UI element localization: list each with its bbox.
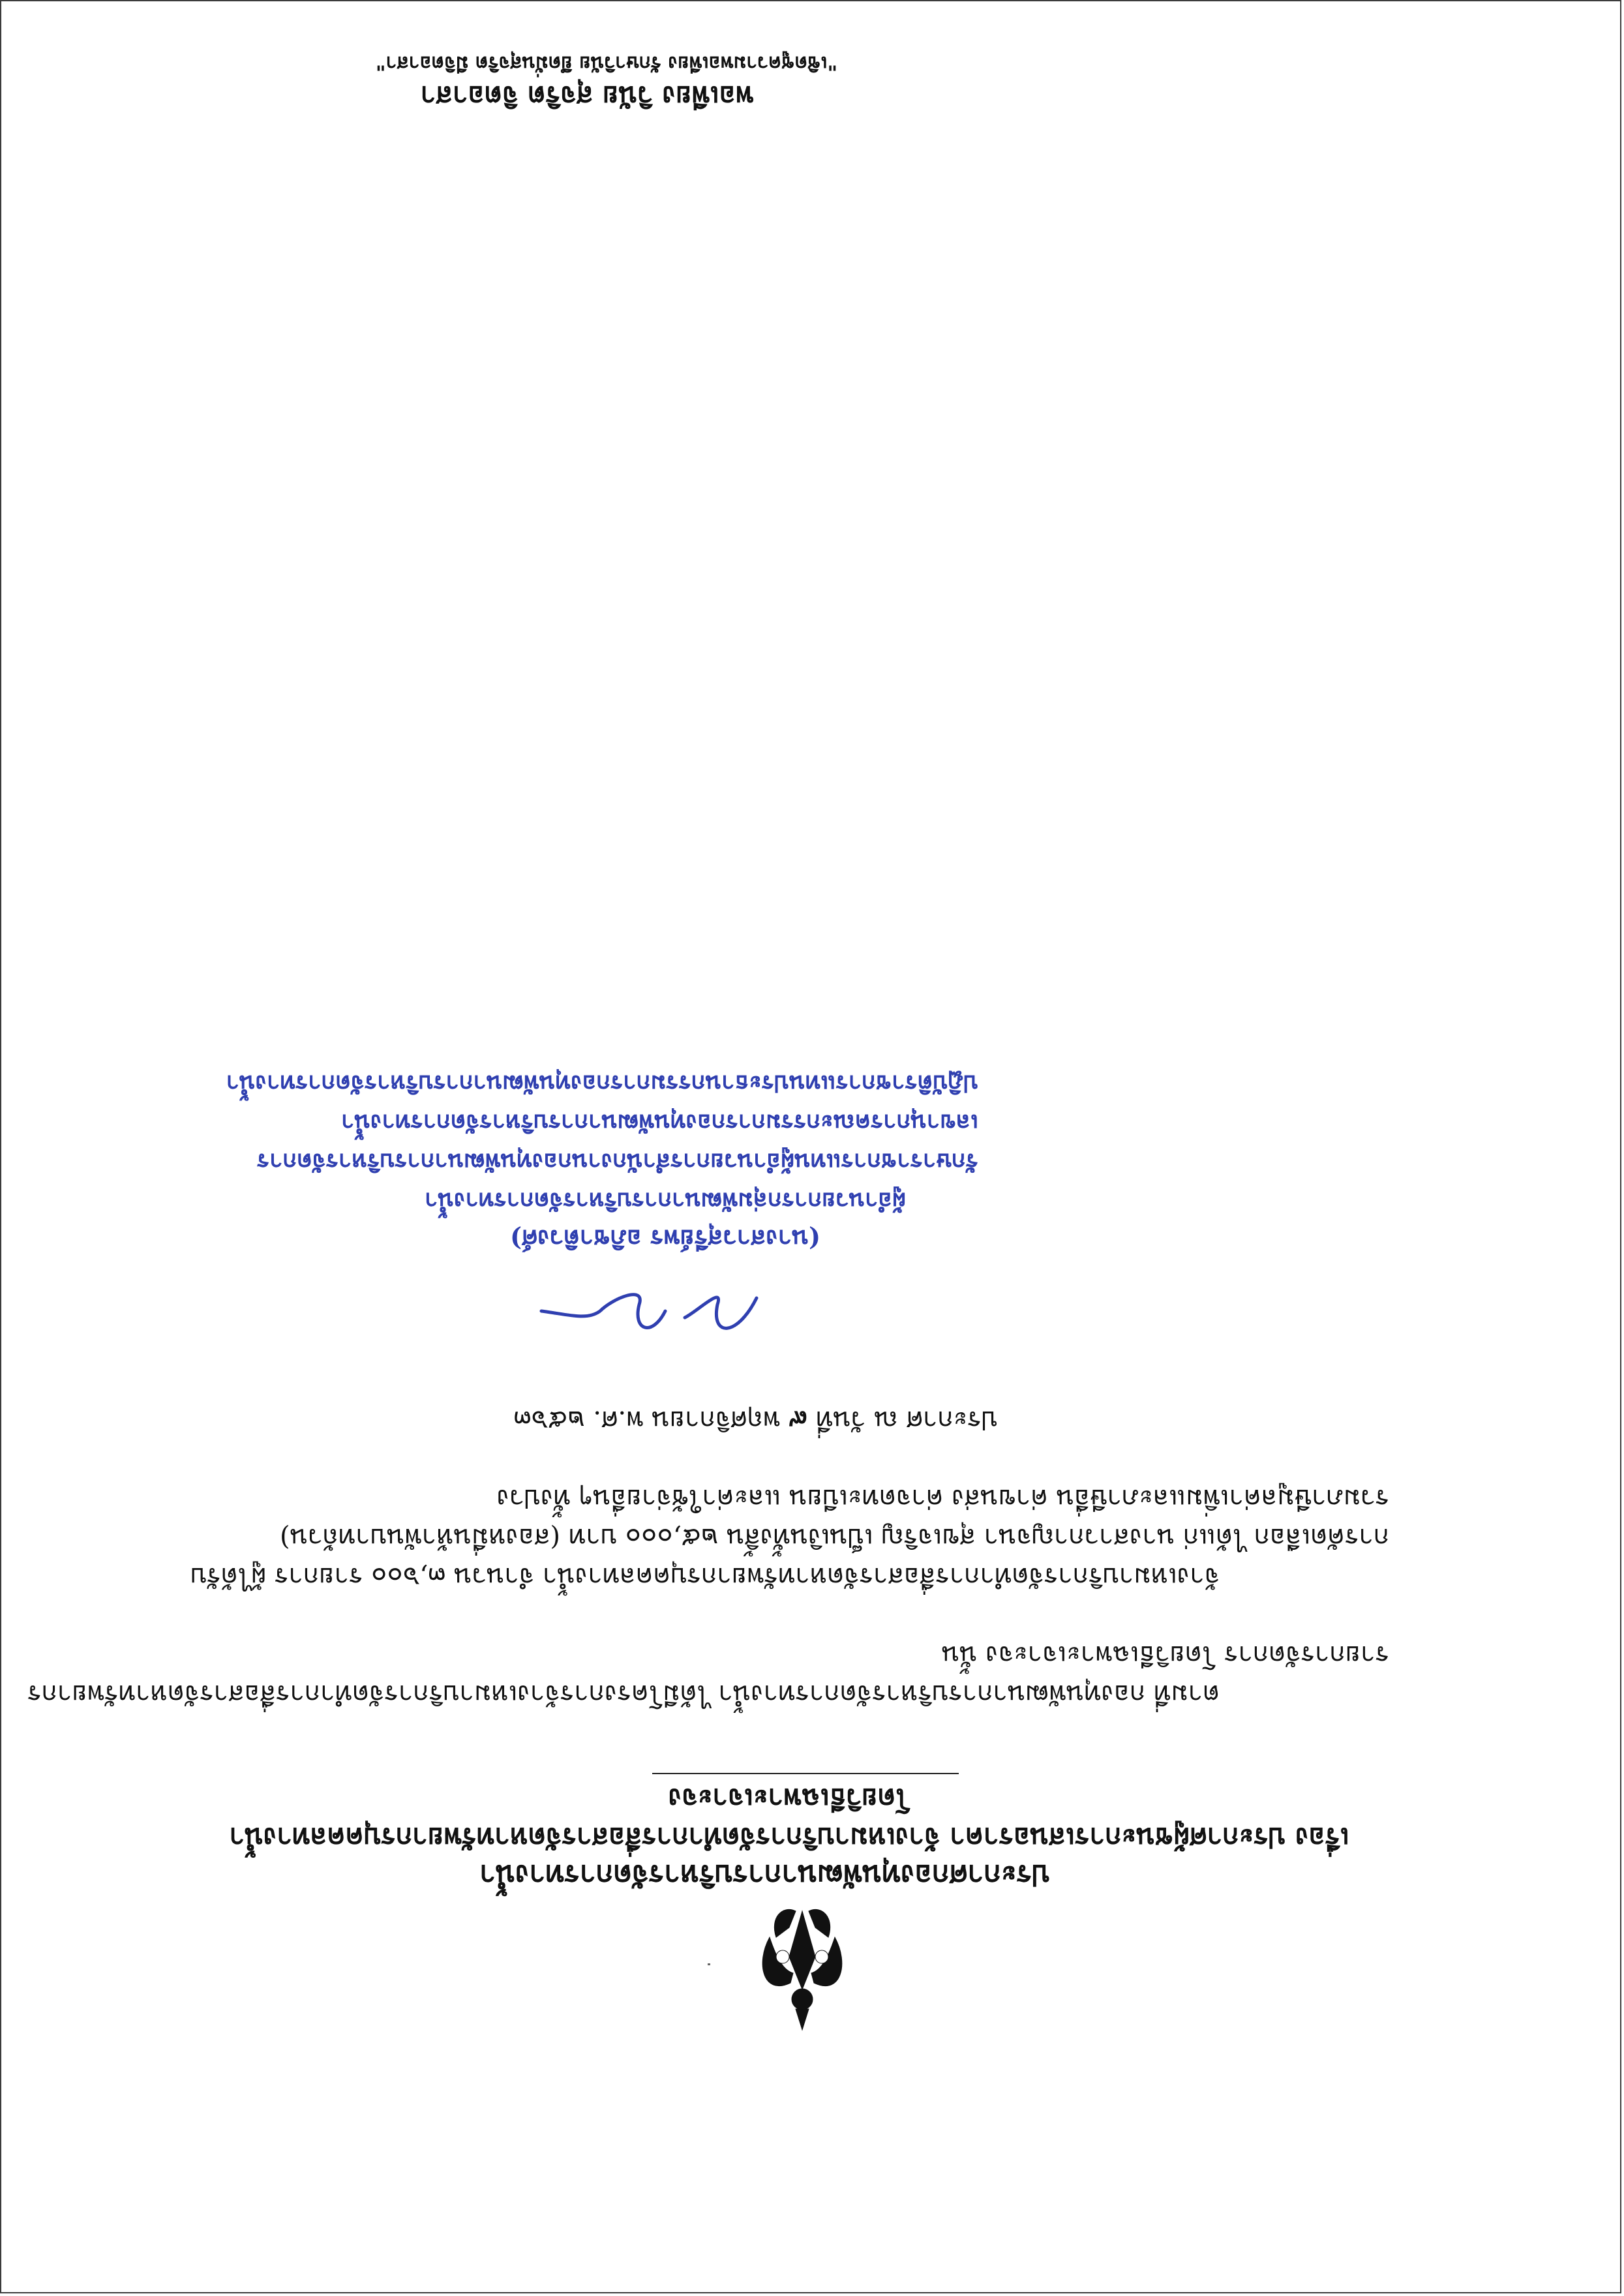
date-month: พฤศจิกายน [652, 1405, 781, 1435]
title-divider [652, 1773, 959, 1774]
signatory-position-3: เลขานุการคณะกรรมการกองทุนพัฒนาการบริหารจัดการทางน้ำ [341, 1109, 978, 1136]
signatory-name: (นางสาวสุรีย์พร อภิชาติวงศ์) [510, 1224, 820, 1254]
announcement-org-title: ประกาศกองทุนพัฒนาการบริหารจัดการทางน้ำ [479, 1858, 1050, 1892]
footer-motto: พอเพียง วินัย สุจริต จิตอาสา [420, 80, 754, 112]
paragraph-1-line-1: ตามที่ กองทุนพัฒนาการบริหารจัดการทางน้ำ ได้มีโครงการจ้างเหมาบริการจัดทำการสื่อสารจัดหาทรัพยากร [27, 1679, 1220, 1709]
signatory-position-1: ผู้อำนวยการกลุ่มพัฒนาการบริหารจัดการทางน้ำ [425, 1187, 906, 1215]
paragraph-2-line-1: จ้างเหมาบริการจัดทำการสื่อสารจัดหาทรัพยากรบุคคลทางน้ำ จำนวน ๓,๖๐๐ รายการ ผู้ได้รับ [190, 1562, 1220, 1592]
date-year: พ.ศ. ๒๕๖๓ [513, 1405, 644, 1435]
announcement-subject: เรื่อง ประกาศผู้ชนะการเสนอราคา จ้างเหมาบริการจัดทำการสื่อสารจัดหาทรัพยากรบุคคลทางน้ำ [229, 1822, 1349, 1854]
footer-slogan: "เชิดชูความพอเพียง รักษาวินัย ยึดมั่นสุจริต มีจิตอาสา" [375, 52, 838, 74]
date-prefix: ประกาศ ณ วันที่ [815, 1405, 998, 1435]
handwritten-signature [535, 1272, 763, 1350]
announcement-date [513, 1400, 998, 1442]
signatory-position-2: รักษาราชการแทนผู้อำนวยการสำนักงานกองทุนพัฒนาการบริหารจัดการ [256, 1148, 978, 1175]
paragraph-2-line-3: รวมภาษีมูลค่าเพิ่มและภาษีอื่น ค่าขนส่ง ค่าจดทะเบียน และค่าใช้จ่ายอื่นๆ ทั้งปวง [496, 1483, 1389, 1513]
signatory-position-4: ปฏิบัติราชการแทนประธานกรรมการกองทุนพัฒนาการบริหารจัดการทางน้ำ [226, 1070, 978, 1097]
paragraph-1-line-2: รายการจัดการ โดยวิธีเฉพาะเจาะจง นั้น [941, 1640, 1389, 1670]
date-day: ๙ [788, 1405, 808, 1436]
procurement-method: โดยวิธีเฉพาะเจาะจง [668, 1783, 910, 1815]
garuda-emblem-icon [750, 1898, 854, 2035]
paragraph-2-line-2: การคัดเลือก ได้แก่ นางสาวกาญจนา สุขเจริญ เป็นเงินทั้งสิ้น ๒๕,๐๐๐ บาท (สองหมื่นห้าพันบาทถ้วน) [280, 1522, 1389, 1552]
